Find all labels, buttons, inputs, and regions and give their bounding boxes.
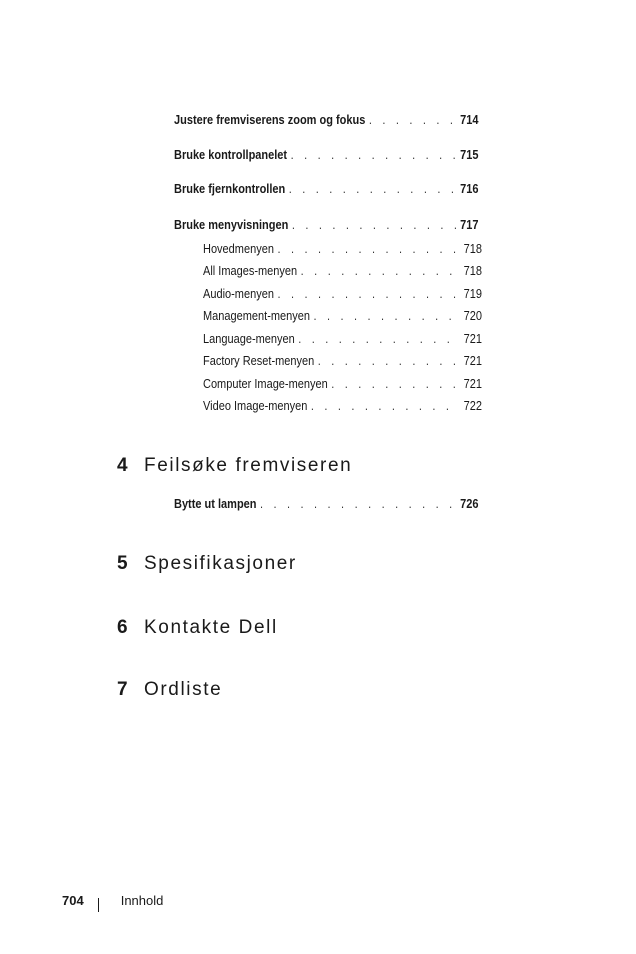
toc-entry-kontrollpanelet[interactable]: [174, 148, 478, 162]
chapter-heading-4[interactable]: [117, 455, 352, 477]
footer-separator: [98, 898, 99, 912]
toc-entry-label: Language-menyen: [203, 332, 295, 346]
toc-subentry-all-images[interactable]: [203, 264, 482, 278]
toc-entry-label: Computer Image-menyen: [203, 377, 328, 391]
leader-dots: [277, 242, 460, 256]
toc-subentry-video-image[interactable]: [203, 399, 482, 413]
chapter-number: 4: [117, 455, 128, 476]
chapter-title: Kontakte Dell: [144, 617, 278, 638]
toc-subentry-language[interactable]: [203, 332, 482, 346]
toc-entry-label: Bruke kontrollpanelet: [174, 148, 288, 162]
toc-subentry-management[interactable]: [203, 309, 482, 323]
page-footer: [62, 893, 163, 908]
leader-dots: [289, 182, 457, 196]
toc-entry-label: Justere fremviserens zoom og fokus: [174, 113, 366, 127]
toc-entry-page: 716: [460, 182, 479, 196]
footer-section-name: Innhold: [120, 893, 164, 908]
toc-entry-label: Bruke menyvisningen: [174, 218, 289, 232]
leader-dots: [318, 354, 460, 368]
toc-entry-bytte-lampen[interactable]: [174, 497, 478, 511]
toc-entry-label: Hovedmenyen: [203, 242, 274, 256]
toc-entry-label: Management-menyen: [203, 309, 311, 323]
toc-entry-page: 719: [463, 287, 482, 301]
toc-entry-page: 718: [463, 242, 482, 256]
toc-entry-page: 721: [463, 354, 482, 368]
leader-dots: [369, 113, 457, 127]
leader-dots: [314, 309, 461, 323]
toc-subentry-hovedmenyen[interactable]: [203, 242, 482, 256]
chapter-title: Spesifikasjoner: [144, 553, 297, 574]
toc-entry-label: Bytte ut lampen: [174, 497, 257, 511]
chapter-title: Ordliste: [144, 679, 223, 700]
leader-dots: [311, 399, 460, 413]
toc-subentry-factory-reset[interactable]: [203, 354, 482, 368]
leader-dots: [277, 287, 460, 301]
toc-entry-page: 721: [463, 332, 482, 346]
toc-entry-label: Video Image-menyen: [203, 399, 308, 413]
chapter-heading-6[interactable]: [117, 617, 278, 639]
toc-entry-page: 715: [460, 148, 479, 162]
leader-dots: [292, 218, 457, 232]
leader-dots: [260, 497, 457, 511]
toc-entry-page: 726: [460, 497, 479, 511]
toc-entry-label: Factory Reset-menyen: [203, 354, 315, 368]
toc-entry-page: 717: [460, 218, 479, 232]
toc-entry-fjernkontrollen[interactable]: [174, 182, 478, 196]
toc-entry-page: 720: [463, 309, 482, 323]
chapter-heading-7[interactable]: [117, 679, 222, 701]
toc-entry-label: Bruke fjernkontrollen: [174, 182, 286, 196]
toc-entry-page: 714: [460, 113, 479, 127]
chapter-title: Feilsøke fremviseren: [144, 455, 353, 476]
footer-page-number: 704: [62, 893, 84, 908]
leader-dots: [291, 148, 457, 162]
toc-entry-page: 721: [463, 377, 482, 391]
leader-dots: [298, 332, 460, 346]
chapter-number: 7: [117, 679, 128, 700]
leader-dots: [301, 264, 460, 278]
toc-entry-menyvisningen[interactable]: [174, 218, 478, 232]
toc-entry-label: Audio-menyen: [203, 287, 274, 301]
leader-dots: [331, 377, 460, 391]
chapter-number: 6: [117, 617, 128, 638]
chapter-number: 5: [117, 553, 128, 574]
chapter-heading-5[interactable]: [117, 553, 297, 575]
toc-entry-page: 718: [463, 264, 482, 278]
toc-entry-zoom-fokus[interactable]: [174, 113, 478, 127]
toc-subentry-audio[interactable]: [203, 287, 482, 301]
toc-entry-label: All Images-menyen: [203, 264, 298, 278]
toc-subentry-computer-image[interactable]: [203, 377, 482, 391]
toc-entry-page: 722: [463, 399, 482, 413]
